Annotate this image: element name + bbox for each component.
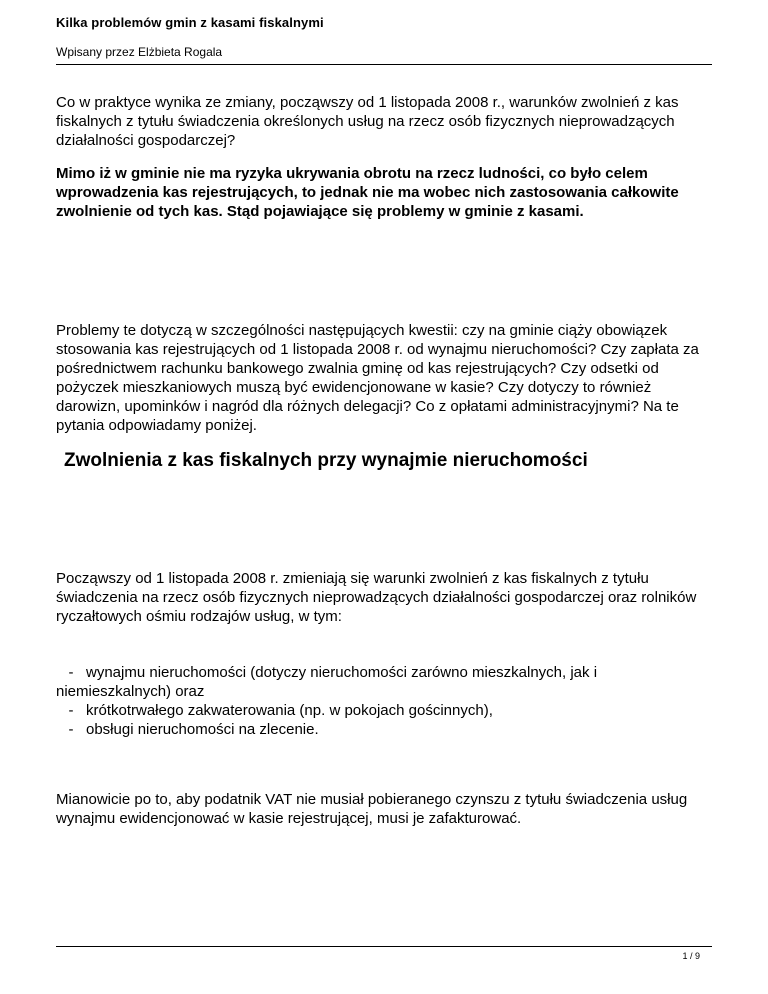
page-number: 1 / 9 [682,951,700,961]
author-line: Wpisany przez Elżbieta Rogala [56,45,223,59]
intro-paragraph: Co w praktyce wynika ze zmiany, począwszy od 1 listopada 2008 r., warunków zwolnień z kas fiskalnych z tytułu świadczenia określonych usług na rzecz osób fizycznych nieprowadzących działalności gospodarczej? [56,94,679,149]
section-heading: Zwolnienia z kas fiskalnych przy wynajmie nieruchomości [64,450,588,471]
questions-paragraph: Problemy te dotyczą w szczególności następujących kwestii: czy na gminie ciąży obowiązek stosowania kas rejestrujących od 1 listopada 2008 r. od wynajmu nieruchomości? Czy zapłata za pośrednictwem rachunku bankowego zwalnia gminę od kas rejestrujących? Czy odsetki od pożyczek mieszkaniowych muszą być ewidencjonowane w kasie? Czy dotyczy to również darowizn, upominków i nagród dla różnych delegacji? Co z opłatami administracyjnymi? Na te pytania odpowiadamy poniżej. [56,322,699,434]
closing-paragraph: Mianowicie po to, aby podatnik VAT nie musiał pobieranego czynszu z tytułu świadczenia usług wynajmu ewidencjonować w kasie rejestrującej, musi je zafakturować. [56,791,688,827]
list-item: - obsługi nieruchomości na zlecenie. [56,721,319,738]
header-divider [56,64,712,65]
conditions-paragraph: Począwszy od 1 listopada 2008 r. zmieniają się warunki zwolnień z kas fiskalnych z tytułu świadczenia na rzecz osób fizycznych nieprowadzących działalności gospodarczej oraz rolników ryczałtowych ośmiu rodzajów usług, w tym: [56,570,697,625]
document-title: Kilka problemów gmin z kasami fiskalnymi [56,15,324,30]
list-item: - wynajmu nieruchomości (dotyczy nieruchomości zarówno mieszkalnych, jak i [56,664,598,681]
footer-divider [56,946,712,947]
list-item-continuation: niemieszkalnych) oraz [56,683,205,700]
bold-lead-paragraph: Mimo iż w gminie nie ma ryzyka ukrywania obrotu na rzecz ludności, co było celem wprowadzenia kas rejestrujących, to jednak nie ma wobec nich zastosowania całkowite zwolnienie od tych kas. Stąd pojawiające się problemy w gminie z kasami. [56,165,679,220]
article-body [56,93,716,828]
page-header [56,14,712,60]
services-list [56,663,716,739]
list-item: - krótkotrwałego zakwaterowania (np. w pokojach gościnnych), [56,702,493,719]
